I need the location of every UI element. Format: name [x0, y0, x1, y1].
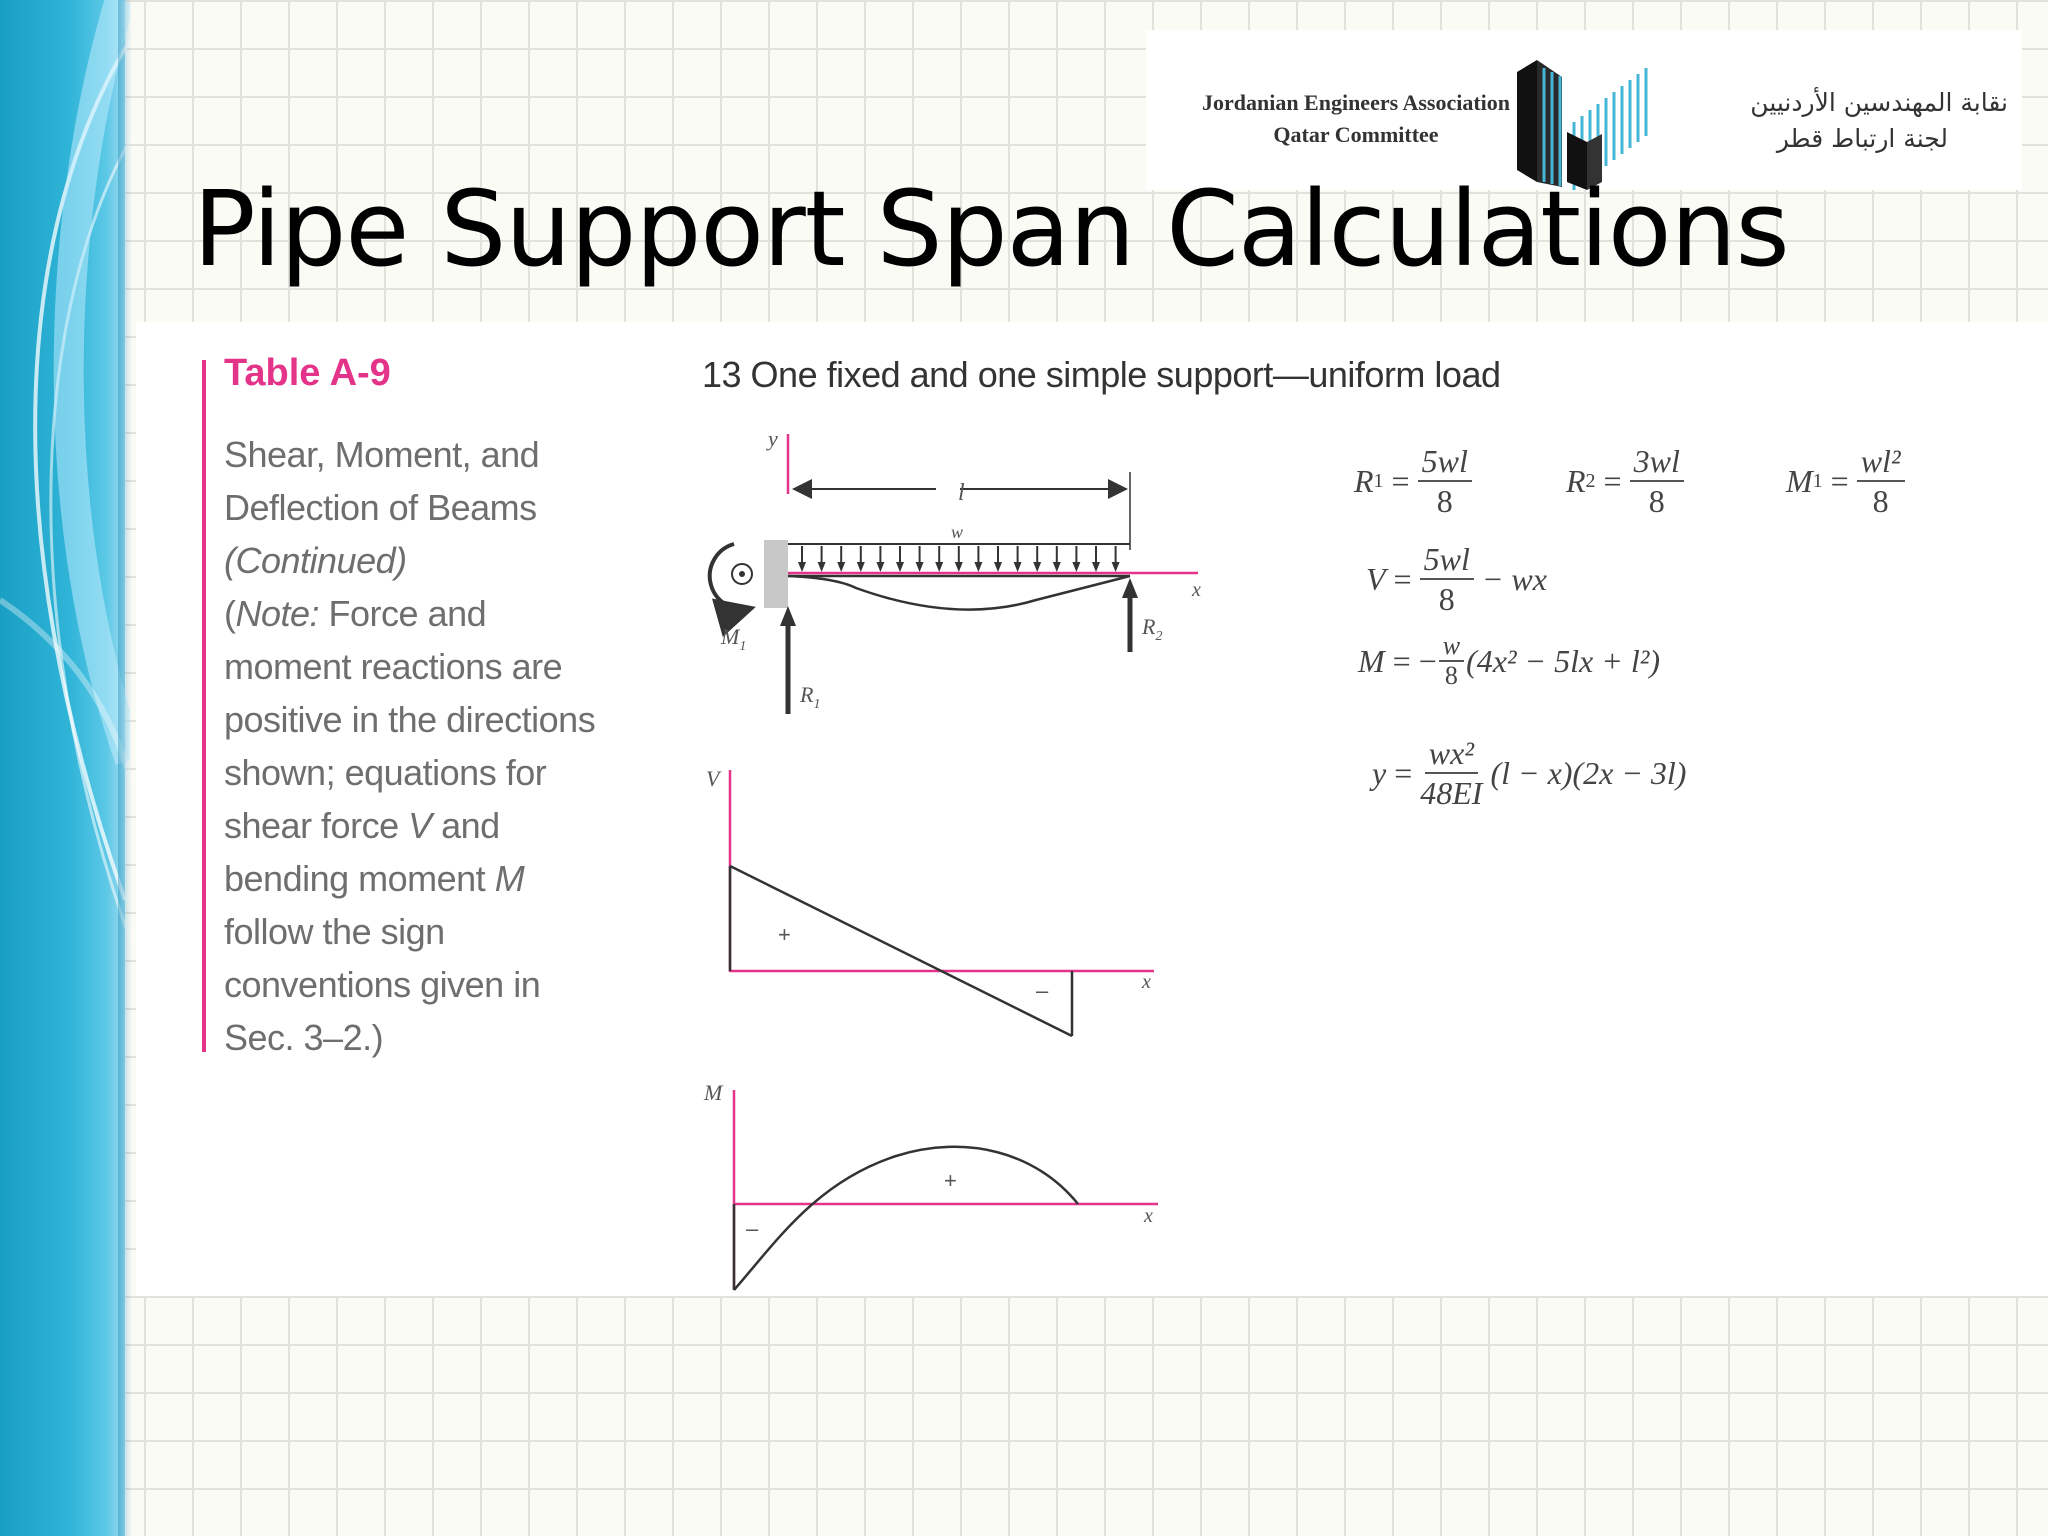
load-arrowhead — [818, 562, 826, 572]
bending-moment-diagram — [703, 1080, 1158, 1290]
table-image-panel — [136, 322, 2048, 1296]
caption-line: moment reactions are — [224, 646, 563, 687]
span-label: l — [958, 480, 965, 506]
beam-diagrams — [136, 322, 2048, 1296]
load-arrowhead — [1033, 562, 1041, 572]
m1-equation: M 1 = $\frac{\text{wl²}}{8}$ — [1786, 442, 1913, 520]
fixed-wall-support — [764, 540, 788, 608]
r1-label: $R_1$ — [800, 682, 821, 712]
moment-equation: M = − $\frac{w}{8}$ (4x² − 5lx + l²) — [1358, 631, 1660, 690]
r2-label: $R_2$ — [1142, 614, 1163, 644]
distributed-load-arrows — [798, 546, 1120, 572]
load-arrowhead — [1092, 562, 1100, 572]
load-label: w — [951, 522, 964, 542]
caption-line: bending moment M — [224, 858, 525, 899]
load-arrowhead — [798, 562, 806, 572]
x-axis-label: x — [1192, 579, 1201, 601]
load-arrowhead — [974, 562, 982, 572]
load-arrowhead — [1072, 562, 1080, 572]
caption-line: Deflection of Beams — [224, 487, 537, 528]
moment-minus-sign: – — [746, 1216, 759, 1241]
m-axis-label: M — [704, 1080, 723, 1105]
caption-line: Sec. 3–2.) — [224, 1017, 384, 1058]
load-arrowhead — [955, 562, 963, 572]
caption-line: positive in the directions — [224, 699, 596, 740]
load-arrowhead — [896, 562, 904, 572]
shear-equation: V = $\frac{5wl}{8}$ − wx — [1366, 541, 1547, 617]
moment-curve — [734, 1147, 1078, 1290]
caption-line: (Note: Force and — [224, 593, 487, 634]
slide-title: Pipe Support Span Calculations — [193, 168, 1789, 290]
load-arrowhead — [935, 562, 943, 572]
moment-arrow-icon — [710, 544, 752, 609]
caption-line: follow the sign — [224, 911, 445, 952]
deflection-curve — [788, 576, 1130, 610]
load-arrowhead — [837, 562, 845, 572]
logo-english-line1: Jordanian Engineers Association — [1201, 90, 1511, 115]
caption-line: conventions given in — [224, 964, 541, 1005]
caption-line: Shear, Moment, and — [224, 434, 540, 475]
y-axis-label: y — [768, 426, 778, 451]
r2-equation: R 2 = $\frac{3wl}{8}$ — [1566, 442, 1692, 520]
deflection-equation: y = $\frac{\text{wx²}}{48EI}$ (l − x)(2x − 3l) — [1372, 735, 1687, 811]
beam-loading-diagram — [710, 426, 1201, 714]
shear-line — [730, 866, 1072, 1036]
r1-equation: R 1 = $\frac{5wl}{8}$ — [1354, 442, 1480, 520]
load-arrowhead — [994, 562, 1002, 572]
swoosh-decoration — [0, 0, 130, 1536]
table-label: Table A-9 — [224, 352, 391, 394]
load-arrowhead — [857, 562, 865, 572]
load-arrowhead — [876, 562, 884, 572]
load-arrowhead — [1053, 562, 1061, 572]
left-decorative-band — [0, 0, 125, 1536]
shear-plus-sign: + — [778, 922, 791, 947]
shear-minus-sign: – — [1036, 978, 1049, 1003]
moment-x-label: x — [1144, 1205, 1153, 1227]
caption-line: shear force V and — [224, 805, 500, 846]
caption-line: shown; equations for — [224, 752, 547, 793]
load-arrowhead — [1014, 562, 1022, 572]
load-arrowhead — [1112, 562, 1120, 572]
logo-english-line2: Qatar Committee — [1273, 122, 1439, 147]
association-logo — [1146, 30, 2022, 190]
m1-label: $M_1$ — [721, 624, 747, 654]
shear-x-label: x — [1142, 971, 1151, 993]
shear-force-diagram — [706, 766, 1154, 1036]
band-edge-shadow — [118, 0, 132, 1536]
caption-line: (Continued) — [224, 540, 407, 581]
moment-plus-sign: + — [944, 1168, 957, 1193]
load-arrowhead — [916, 562, 924, 572]
logo-arabic-line1: نقابة المهندسين الأردنيين — [1750, 88, 2008, 117]
logo-arabic-line2: لجنة ارتباط قطر — [1776, 124, 1948, 153]
v-axis-label: V — [706, 766, 720, 791]
case-title: 13 One fixed and one simple support—uniform load — [702, 354, 1501, 395]
